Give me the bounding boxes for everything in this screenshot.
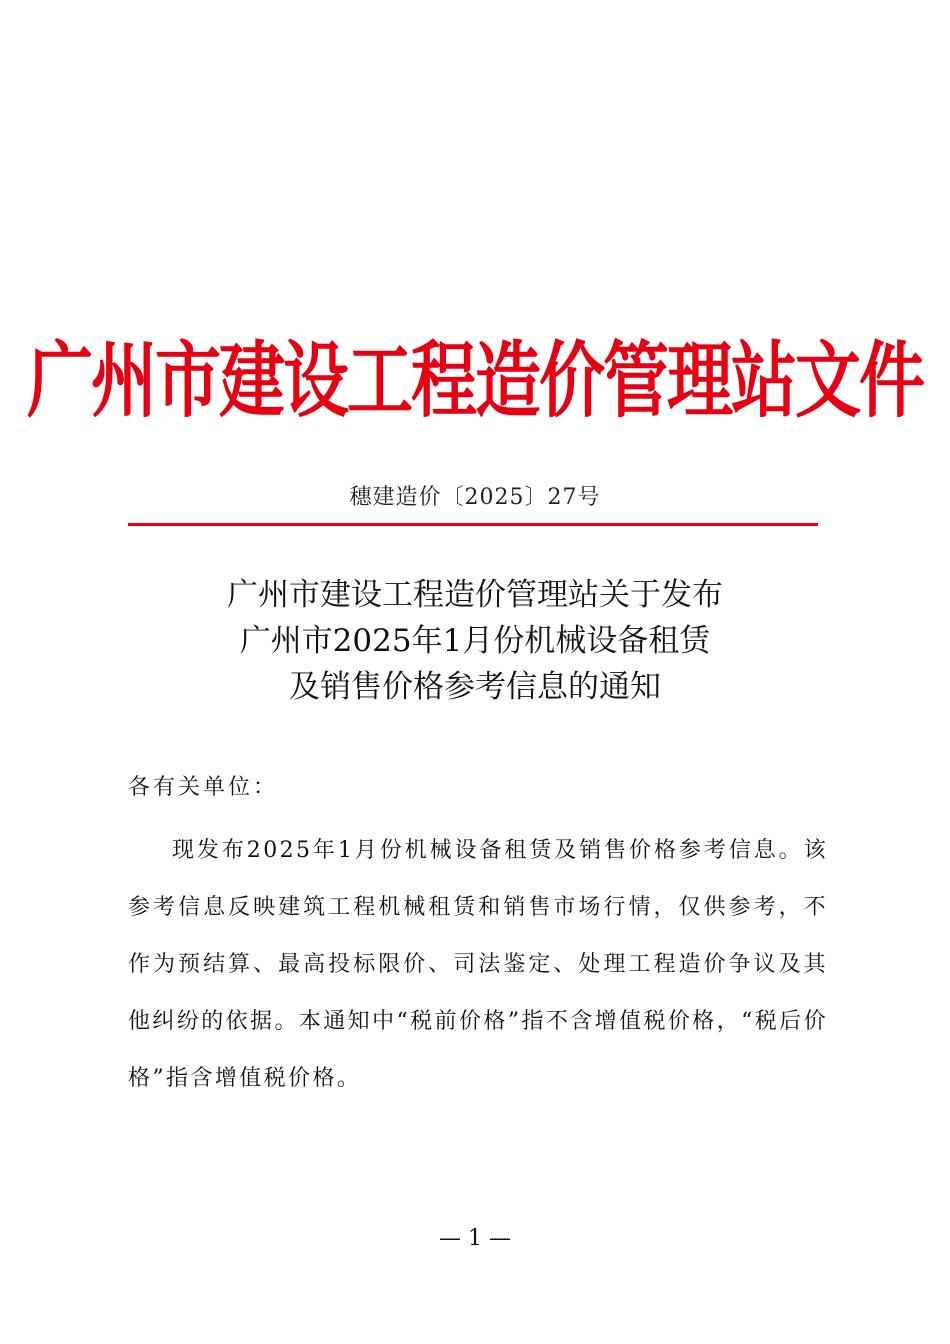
notice-body-paragraph: 现发布2025年1月份机械设备租赁及销售价格参考信息。该参考信息反映建筑工程机械租赁和销售市场行情，仅供参考，不作为预结算、最高投标限价、司法鉴定、处理工程造价争议及其他纠纷的依据。本通知中“税前价格”指不含增值税价格，“税后价格”指含增值税价格。 — [128, 838, 828, 1091]
red-header-title — [0, 318, 950, 428]
notice-title — [60, 572, 890, 710]
notice-title-line-3: 及销售价格参考信息的通知 — [289, 669, 661, 705]
page-number: — 1 — — [439, 1226, 511, 1251]
notice-title-line-2: 广州市2025年1月份机械设备租赁 — [239, 623, 711, 659]
notice-title-line-1: 广州市建设工程造价管理站关于发布 — [227, 577, 723, 613]
document-number: 穗建造价〔2025〕27号 — [349, 485, 601, 510]
salutation: 各有关单位： — [128, 775, 279, 800]
red-divider-line — [128, 523, 818, 526]
org-file-title: 广州市建设工程造价管理站文件 — [27, 332, 923, 429]
